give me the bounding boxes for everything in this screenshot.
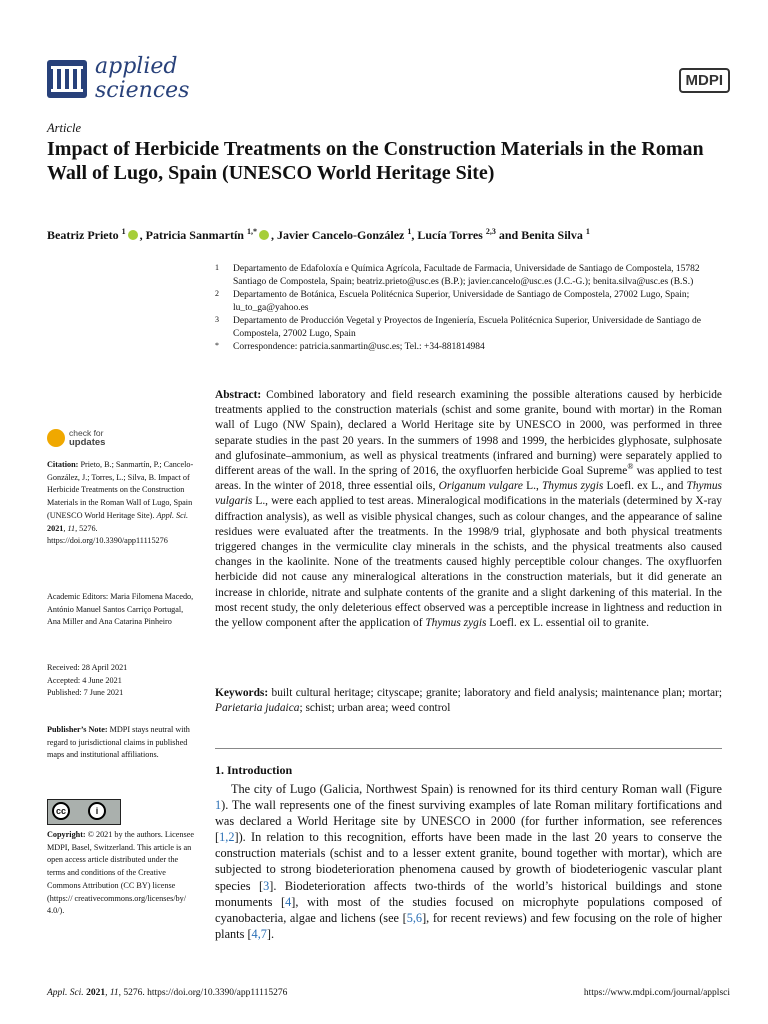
footer-journal-link[interactable]: https://www.mdpi.com/journal/applsci: [583, 988, 730, 998]
abstract-label: Abstract:: [215, 389, 262, 401]
academic-editors: Academic Editors: Maria Filomena Macedo, António Manuel Santos Carriço Portugal, Ana Miller and Ana Catarina Pinheiro: [47, 592, 194, 627]
affiliation-item: 2 Departamento de Botánica, Escuela Politécnica Superior, Universidade de Santiago de Compostela, 27002 Lugo, Spain; lu_to_ga@yahoo.es: [215, 289, 690, 313]
check-for-updates-button[interactable]: check for updates: [47, 429, 65, 452]
publisher-note: Publisher’s Note: MDPI stays neutral with regard to jurisdictional claims in published maps and institutional affiliations.: [47, 725, 190, 760]
affiliation-item: 1 Departamento de Edafoloxía e Química Agrícola, Facultade de Farmacia, Universidade de Santiago de Compostela, 15782 Santiago de Compostela, Spain; beatriz.prieto@usc.es (B.P.); javier.cancelo@usc.es (J.C.-G.); benita.silva@usc.es (B.S.): [215, 263, 700, 287]
attribution-icon: i: [88, 802, 106, 820]
abstract: Abstract: Combined laboratory and field research examining the possible alterations caused by herbicide treatments applied to the construction materials (schist and some granite, bound with mortar) in the Roman wall of Lugo (NW Spain), declared a World Heritage site by UNESCO in 2000, was performed in three separate studies in the past 20 years. In the summers of 1998 and 1999, the herbicides glyphosate, sulphosate and glufosinate–ammonium, as well as physical treatments (infrared and burning) were separately applied to different areas of the wall. In the spring of 2016, the oxyfluorfen herbicide Goal Supreme® was applied to test areas. In the winter of 2018, three essential oils, Origanum vulgare L., Thymus zygis Loefl. ex L., and Thymus vulgaris L., were each applied to test areas. Mineralogical modifications in the materials (determined by X-ray diffraction analysis), as well as visible physical changes, such as colour changes, and the appearance of saline residues were evaluated after the treatments. In the 1998/9 trial, glyphosate and both physical treatments triggered changes in the vermiculite clay minerals in the schists, and the physical treatments also caused changes in the kaolinite. None of the treatments caused highly perceptible colour changes. The oxyfluorfen herbicide did not cause any mineralogical alterations in the construction materials, but it did generate an increase in chloride, nitrate and sulphate contents of the granite and a slight darkening of this material. In the most recent study, the only deleterious effect observed was a perceptible increase in lightness and reduction in the yellow component after the application of Thymus zygis Loefl. ex L. essential oil to granite.: [215, 389, 723, 630]
affiliation-item: 3 Departamento de Producción Vegetal y Proyectos de Ingeniería, Escuela Politécnica Superior, Universidade de Santiago de Compostela, 27002 Lugo, Spain: [215, 315, 701, 339]
keywords-label: Keywords:: [215, 687, 269, 699]
author-name: Patricia Sanmartín: [145, 228, 244, 242]
copyright: Copyright: © 2021 by the authors. Licensee MDPI, Basel, Switzerland. This article is an open access article distributed under the terms and conditions of the Creative Commons Attribution (CC BY) license (https:// creativecommons.org/licenses/by/ 4.0/).: [47, 830, 194, 916]
check-updates-icon: [47, 429, 65, 447]
cc-icon: cc: [52, 802, 70, 820]
journal-name: applied sciences: [95, 54, 190, 103]
orcid-icon[interactable]: [259, 230, 269, 240]
author-list: Beatriz Prieto $^1$ , Patricia Sanmartín $^{1,*}$ , Javier Cancelo-González $^1$, Lucía Torres $^{2,3}$ and Benita Silva $^1$: [47, 227, 590, 242]
reference-link[interactable]: 1: [215, 798, 222, 813]
keywords: Keywords: built cultural heritage; cityscape; granite; laboratory and field analysis; maintenance plan; mortar; Parietaria judaica; schist; urban area; weed control: [215, 687, 722, 715]
publisher-logo: MDPI: [679, 68, 731, 93]
reference-link[interactable]: 3: [263, 878, 270, 893]
author-name: Beatriz Prieto: [47, 228, 119, 242]
cc-by-license-badge[interactable]: [47, 799, 121, 825]
intro-paragraph: The city of Lugo (Galicia, Northwest Spain) is renowned for its third century Roman wall (Figure 1). The wall represents one of the finest surviving examples of late Roman military fortifications and was declared a World Heritage site by UNESCO in 2000 (for further information, see references [1,2]). In relation to this recognition, efforts have been made in the last 20 years to conserve the construction materials (schist and to a lesser extent granite, bound together with mortar), which are subjected to strong biodeterioration phenomena caused by growth of biodeteriogenic vascular plant species [3]. Biodeterioration affects two-thirds of the world’s historical buildings and stone monuments [4], with most of the studies focused on microphyte populations composed of cyanobacteria, algae and lichens (see [5,6], for recent reviews) and few focusing on the role of higher plants [4,7].: [215, 782, 722, 941]
section-divider: [215, 748, 722, 749]
citation: Citation: Prieto, B.; Sanmartín, P.; Cancelo-González, J.; Torres, L.; Silva, B. Impact of Herbicide Treatments on the Construction Materials in the Roman Wall of Lugo, Spain (UNESCO World Heritage Site). Appl. Sci. 2021, 11, 5276. https://doi.org/10.3390/app11115276: [47, 460, 194, 546]
reference-link[interactable]: 5,6: [406, 910, 423, 925]
reference-link[interactable]: 4: [285, 894, 292, 909]
footer-citation: Appl. Sci. 2021, 11, 5276. https://doi.org/10.3390/app11115276: [47, 988, 288, 998]
author-name: Lucía Torres: [417, 228, 483, 242]
journal-logo-icon: [47, 60, 87, 98]
article-type: Article: [47, 121, 82, 135]
affiliation-item: * Correspondence: patricia.sanmartin@usc.es; Tel.: +34-881814984: [215, 341, 485, 352]
columns-icon: [47, 60, 87, 98]
author-name: Benita Silva: [521, 228, 583, 242]
orcid-icon[interactable]: [128, 230, 138, 240]
author-name: Javier Cancelo-González: [276, 228, 405, 242]
article-title: Impact of Herbicide Treatments on the Construction Materials in the Roman Wall of Lugo, Spain (UNESCO World Heritage Site): [47, 138, 704, 184]
reference-link[interactable]: 4,7: [251, 926, 267, 941]
affiliations: [215, 263, 725, 354]
dates: Received: 28 April 2021 Accepted: 4 June 2021 Published: 7 June 2021: [47, 663, 128, 698]
reference-link[interactable]: 1,2: [219, 830, 235, 845]
section-heading: 1. Introduction: [215, 763, 293, 777]
